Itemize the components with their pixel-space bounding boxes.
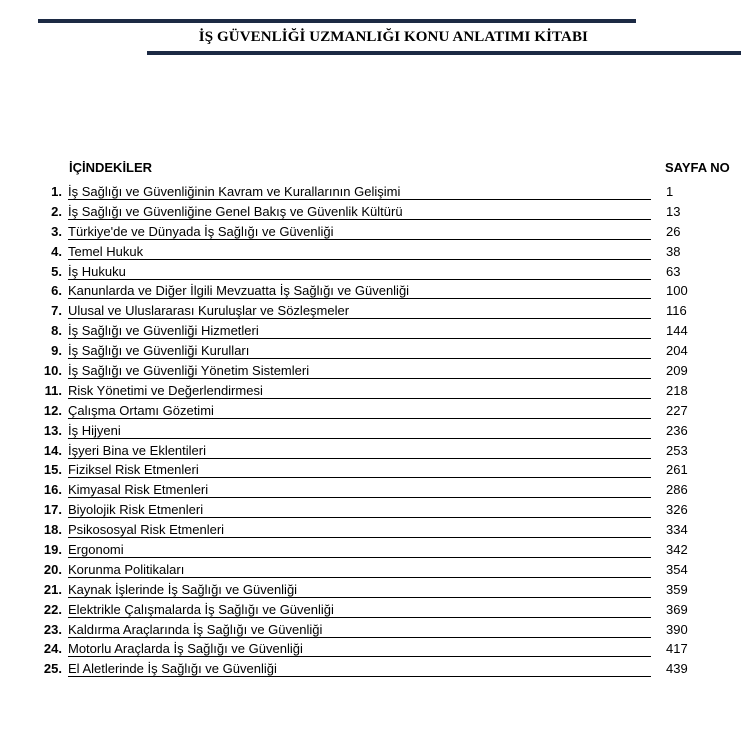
toc-entry-page: 209: [666, 363, 688, 379]
toc-entry-page: 63: [666, 263, 681, 279]
toc-entry: [0, 202, 752, 222]
toc-entry-title: Fiziksel Risk Etmenleri: [68, 460, 651, 478]
toc-entry: [0, 500, 752, 520]
toc-entry: [0, 639, 752, 659]
toc-entry-number: 4.: [51, 243, 62, 259]
toc-entry-page: 1: [666, 184, 674, 199]
toc-entry-number: 7.: [51, 303, 62, 319]
toc-entry-number: 2.: [51, 203, 62, 219]
toc-entry-page: 236: [666, 422, 688, 438]
toc-entry-number: 5.: [51, 263, 62, 279]
toc-entry-title: İş Sağlığı ve Güvenliği Kurulları: [68, 341, 651, 359]
toc-entry-number: 24.: [43, 641, 62, 657]
title-rule-top: [38, 19, 636, 23]
toc-entry: [0, 460, 752, 480]
toc-entry-title: El Aletlerinde İş Sağlığı ve Güvenliği: [68, 659, 651, 677]
toc-entry-number: 3.: [51, 223, 62, 239]
toc-entry-title: Elektrikle Çalışmalarda İş Sağlığı ve Güvenliği: [68, 600, 651, 618]
toc-entry-page: 38: [666, 243, 681, 259]
toc-entry-page: 342: [666, 542, 688, 558]
toc-entry-title: Kaynak İşlerinde İş Sağlığı ve Güvenliği: [68, 580, 651, 598]
toc-entry-page: 390: [666, 621, 688, 637]
toc-entry-title: Biyolojik Risk Etmenleri: [68, 500, 651, 518]
toc-entry-page: 13: [666, 203, 681, 219]
toc-entry-page: 417: [666, 641, 688, 657]
toc-entry-number: 21.: [43, 581, 62, 597]
toc-entry-title: Türkiye'de ve Dünyada İş Sağlığı ve Güvenliği: [68, 222, 651, 240]
toc-entry: [0, 182, 752, 202]
toc-entry: [0, 600, 752, 620]
toc-entry-page: 253: [666, 442, 688, 458]
toc-entry-page: 26: [666, 223, 681, 239]
toc-entry-number: 14.: [43, 442, 62, 458]
toc-entry: [0, 421, 752, 441]
toc-entry: [0, 560, 752, 580]
toc-entry: [0, 520, 752, 540]
toc-entry-title: Motorlu Araçlarda İş Sağlığı ve Güvenliği: [68, 639, 651, 657]
toc-entry-title: Ergonomi: [68, 540, 651, 558]
toc-entry: [0, 480, 752, 500]
toc-entry-title: Kanunlarda ve Diğer İlgili Mevzuatta İş Sağlığı ve Güvenliği: [68, 281, 651, 299]
toc-entry-title: Psikososyal Risk Etmenleri: [68, 520, 651, 538]
toc-entry-number: 22.: [43, 601, 62, 617]
toc-entry-number: 20.: [43, 561, 62, 577]
toc-entry: [0, 540, 752, 560]
toc-entry-number: 6.: [51, 283, 62, 299]
toc-entry-title: Risk Yönetimi ve Değerlendirmesi: [68, 381, 651, 399]
toc-entry: [0, 262, 752, 282]
toc-entry-title: İş Sağlığı ve Güvenliği Hizmetleri: [68, 321, 651, 339]
toc-entry: [0, 620, 752, 640]
document-title: İŞ GÜVENLİĞİ UZMANLIĞI KONU ANLATIMI KİTABI: [198, 29, 588, 45]
toc-entry-title: Ulusal ve Uluslararası Kuruluşlar ve Sözleşmeler: [68, 301, 651, 319]
title-rule-bottom: [147, 51, 741, 55]
toc-entry: [0, 242, 752, 262]
toc-entry-number: 15.: [43, 462, 62, 478]
toc-entry-page: 227: [666, 402, 688, 418]
toc-entry-title: Kimyasal Risk Etmenleri: [68, 480, 651, 498]
toc-entry: [0, 341, 752, 361]
toc-entry-number: 16.: [43, 482, 62, 498]
toc-entry: [0, 222, 752, 242]
table-of-contents: [0, 182, 752, 679]
toc-entry-page: 261: [666, 462, 688, 478]
toc-entry-page: 204: [666, 343, 688, 359]
toc-entry: [0, 361, 752, 381]
toc-entry-number: 13.: [43, 422, 62, 438]
toc-entry: [0, 441, 752, 461]
toc-entry-page: 439: [666, 661, 688, 677]
toc-entry: [0, 301, 752, 321]
page-number-heading: SAYFA NO: [665, 160, 730, 175]
toc-entry-title: İş Sağlığı ve Güvenliğine Genel Bakış ve Güvenlik Kültürü: [68, 202, 651, 220]
toc-entry-page: 116: [666, 303, 687, 319]
toc-entry-number: 17.: [43, 502, 62, 518]
toc-entry: [0, 580, 752, 600]
toc-heading: İÇİNDEKİLER: [69, 160, 153, 175]
toc-entry-page: 369: [666, 601, 688, 617]
toc-entry-page: 359: [666, 581, 688, 597]
toc-entry-page: 144: [666, 323, 688, 339]
toc-entry-number: 9.: [51, 343, 62, 359]
toc-entry-title: Çalışma Ortamı Gözetimi: [68, 401, 651, 419]
toc-entry-page: 334: [666, 522, 688, 538]
toc-entry-number: 25.: [43, 661, 62, 677]
toc-entry-title: Kaldırma Araçlarında İş Sağlığı ve Güvenliği: [68, 620, 651, 638]
toc-entry: [0, 321, 752, 341]
toc-entry-page: 326: [666, 502, 688, 518]
toc-entry-title: İş Sağlığı ve Güvenliğinin Kavram ve Kurallarının Gelişimi: [68, 182, 651, 200]
toc-entry-number: 18.: [43, 522, 62, 538]
toc-entry: [0, 281, 752, 301]
toc-entry-page: 286: [666, 482, 688, 498]
toc-entry-title: İş Hijyeni: [68, 421, 651, 439]
toc-entry-title: İşyeri Bina ve Eklentileri: [68, 441, 651, 459]
toc-entry-number: 11.: [44, 382, 62, 398]
toc-entry-number: 23.: [43, 621, 62, 637]
toc-entry-number: 1.: [51, 184, 62, 199]
toc-entry: [0, 381, 752, 401]
toc-entry-number: 19.: [43, 542, 62, 558]
toc-entry-page: 100: [666, 283, 688, 299]
toc-entry-title: İş Hukuku: [68, 262, 651, 280]
toc-entry-number: 12.: [43, 402, 62, 418]
toc-entry: [0, 659, 752, 679]
toc-entry-page: 218: [666, 382, 688, 398]
toc-entry-title: İş Sağlığı ve Güvenliği Yönetim Sistemleri: [68, 361, 651, 379]
toc-entry-page: 354: [666, 561, 688, 577]
toc-entry: [0, 401, 752, 421]
toc-entry-title: Korunma Politikaları: [68, 560, 651, 578]
toc-entry-number: 8.: [51, 323, 62, 339]
toc-entry-number: 10.: [43, 363, 62, 379]
toc-entry-title: Temel Hukuk: [68, 242, 651, 260]
